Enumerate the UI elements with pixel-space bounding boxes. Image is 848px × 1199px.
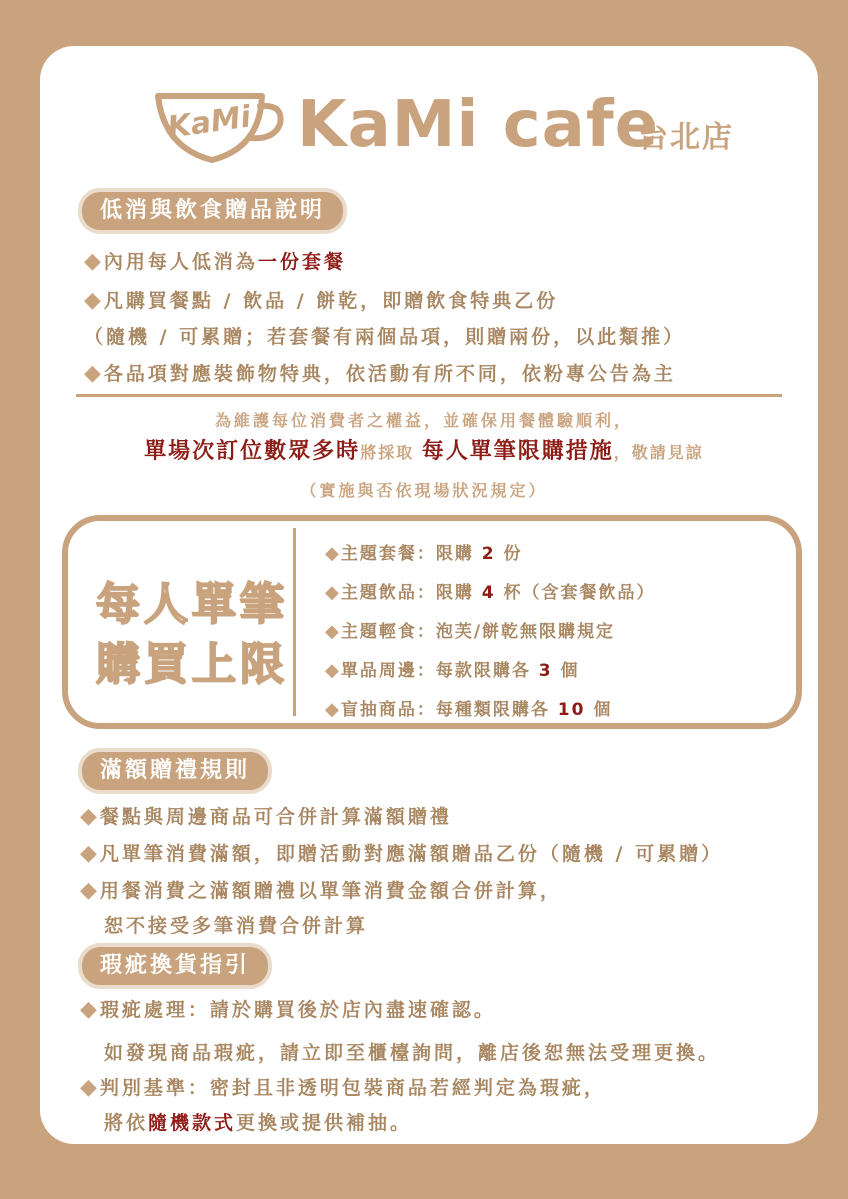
diamond-icon: ◆ — [325, 621, 341, 642]
diamond-icon: ◆ — [325, 660, 341, 681]
limit-item: ◆盲抽商品：每種類限購各 10 個 — [325, 699, 613, 720]
notice-line-2: 單場次訂位數眾多時將採取 每人單筆限購措施，敬請見諒 — [144, 439, 704, 464]
diamond-icon: ◆ — [325, 699, 341, 720]
diamond-icon: ◆ — [84, 361, 104, 386]
section-title-gift: 滿額贈禮規則 — [78, 748, 272, 794]
list-item-continued: 如發現商品瑕疵，請立即至櫃檯詢問，離店後恕無法受理更換。 — [104, 1042, 721, 1064]
diamond-icon: ◆ — [80, 878, 100, 903]
list-item: ◆瑕疵處理：請於購買後於店內盡速確認。 — [80, 997, 496, 1022]
logo-text: KaMi — [165, 99, 254, 146]
diamond-icon: ◆ — [325, 582, 341, 603]
list-item: ◆用餐消費之滿額贈禮以單筆消費金額合併計算， — [80, 878, 562, 903]
list-item-note: （隨機 / 可累贈；若套餐有兩個品項，則贈兩份，以此類推） — [84, 326, 686, 348]
notice-line-3: （實施與否依現場狀況規定） — [300, 481, 548, 500]
section-title-minimum: 低消與飲食贈品說明 — [78, 188, 347, 234]
list-item: ◆各品項對應裝飾物特典，依活動有所不同，依粉專公告為主 — [84, 361, 676, 386]
limit-item: ◆主題套餐：限購 2 份 — [325, 543, 523, 564]
coffee-cup-icon — [150, 88, 290, 166]
diamond-icon: ◆ — [80, 1075, 100, 1100]
diamond-icon: ◆ — [80, 804, 100, 829]
branch-name: 台北店 — [638, 120, 734, 155]
section-title-defect: 瑕疵換貨指引 — [78, 943, 272, 989]
limit-title-line-1: 每人單筆 — [96, 579, 288, 630]
list-item-continued: 將依隨機款式更換或提供補抽。 — [104, 1112, 413, 1134]
limit-item: ◆主題輕食：泡芙/餅乾無限購規定 — [325, 621, 616, 642]
diamond-icon: ◆ — [84, 249, 104, 274]
diamond-icon: ◆ — [84, 288, 104, 313]
divider — [76, 394, 782, 397]
diamond-icon: ◆ — [325, 543, 341, 564]
brand-name: KaMi cafe — [297, 88, 660, 162]
list-item: ◆判別基準：密封且非透明包裝商品若經判定為瑕疵， — [80, 1075, 606, 1100]
box-divider — [293, 528, 296, 716]
limit-title-line-2: 購買上限 — [96, 639, 288, 690]
notice-line-1: 為維護每位消費者之權益，並確保用餐體驗順利， — [214, 411, 633, 430]
limit-item: ◆主題飲品：限購 4 杯（含套餐飲品） — [325, 582, 656, 603]
list-item: ◆內用每人低消為一份套餐 — [84, 249, 346, 274]
diamond-icon: ◆ — [80, 997, 100, 1022]
list-item: ◆凡單筆消費滿額，即贈活動對應滿額贈品乙份（隨機 / 可累贈） — [80, 841, 724, 866]
list-item: ◆餐點與周邊商品可合併計算滿額贈禮 — [80, 804, 452, 829]
diamond-icon: ◆ — [80, 841, 100, 866]
list-item-continued: 恕不接受多筆消費合併計算 — [104, 915, 369, 937]
limit-item: ◆單品周邊：每款限購各 3 個 — [325, 660, 580, 681]
list-item: ◆凡購買餐點 / 飲品 / 餅乾，即贈飲食特典乙份 — [84, 288, 559, 313]
